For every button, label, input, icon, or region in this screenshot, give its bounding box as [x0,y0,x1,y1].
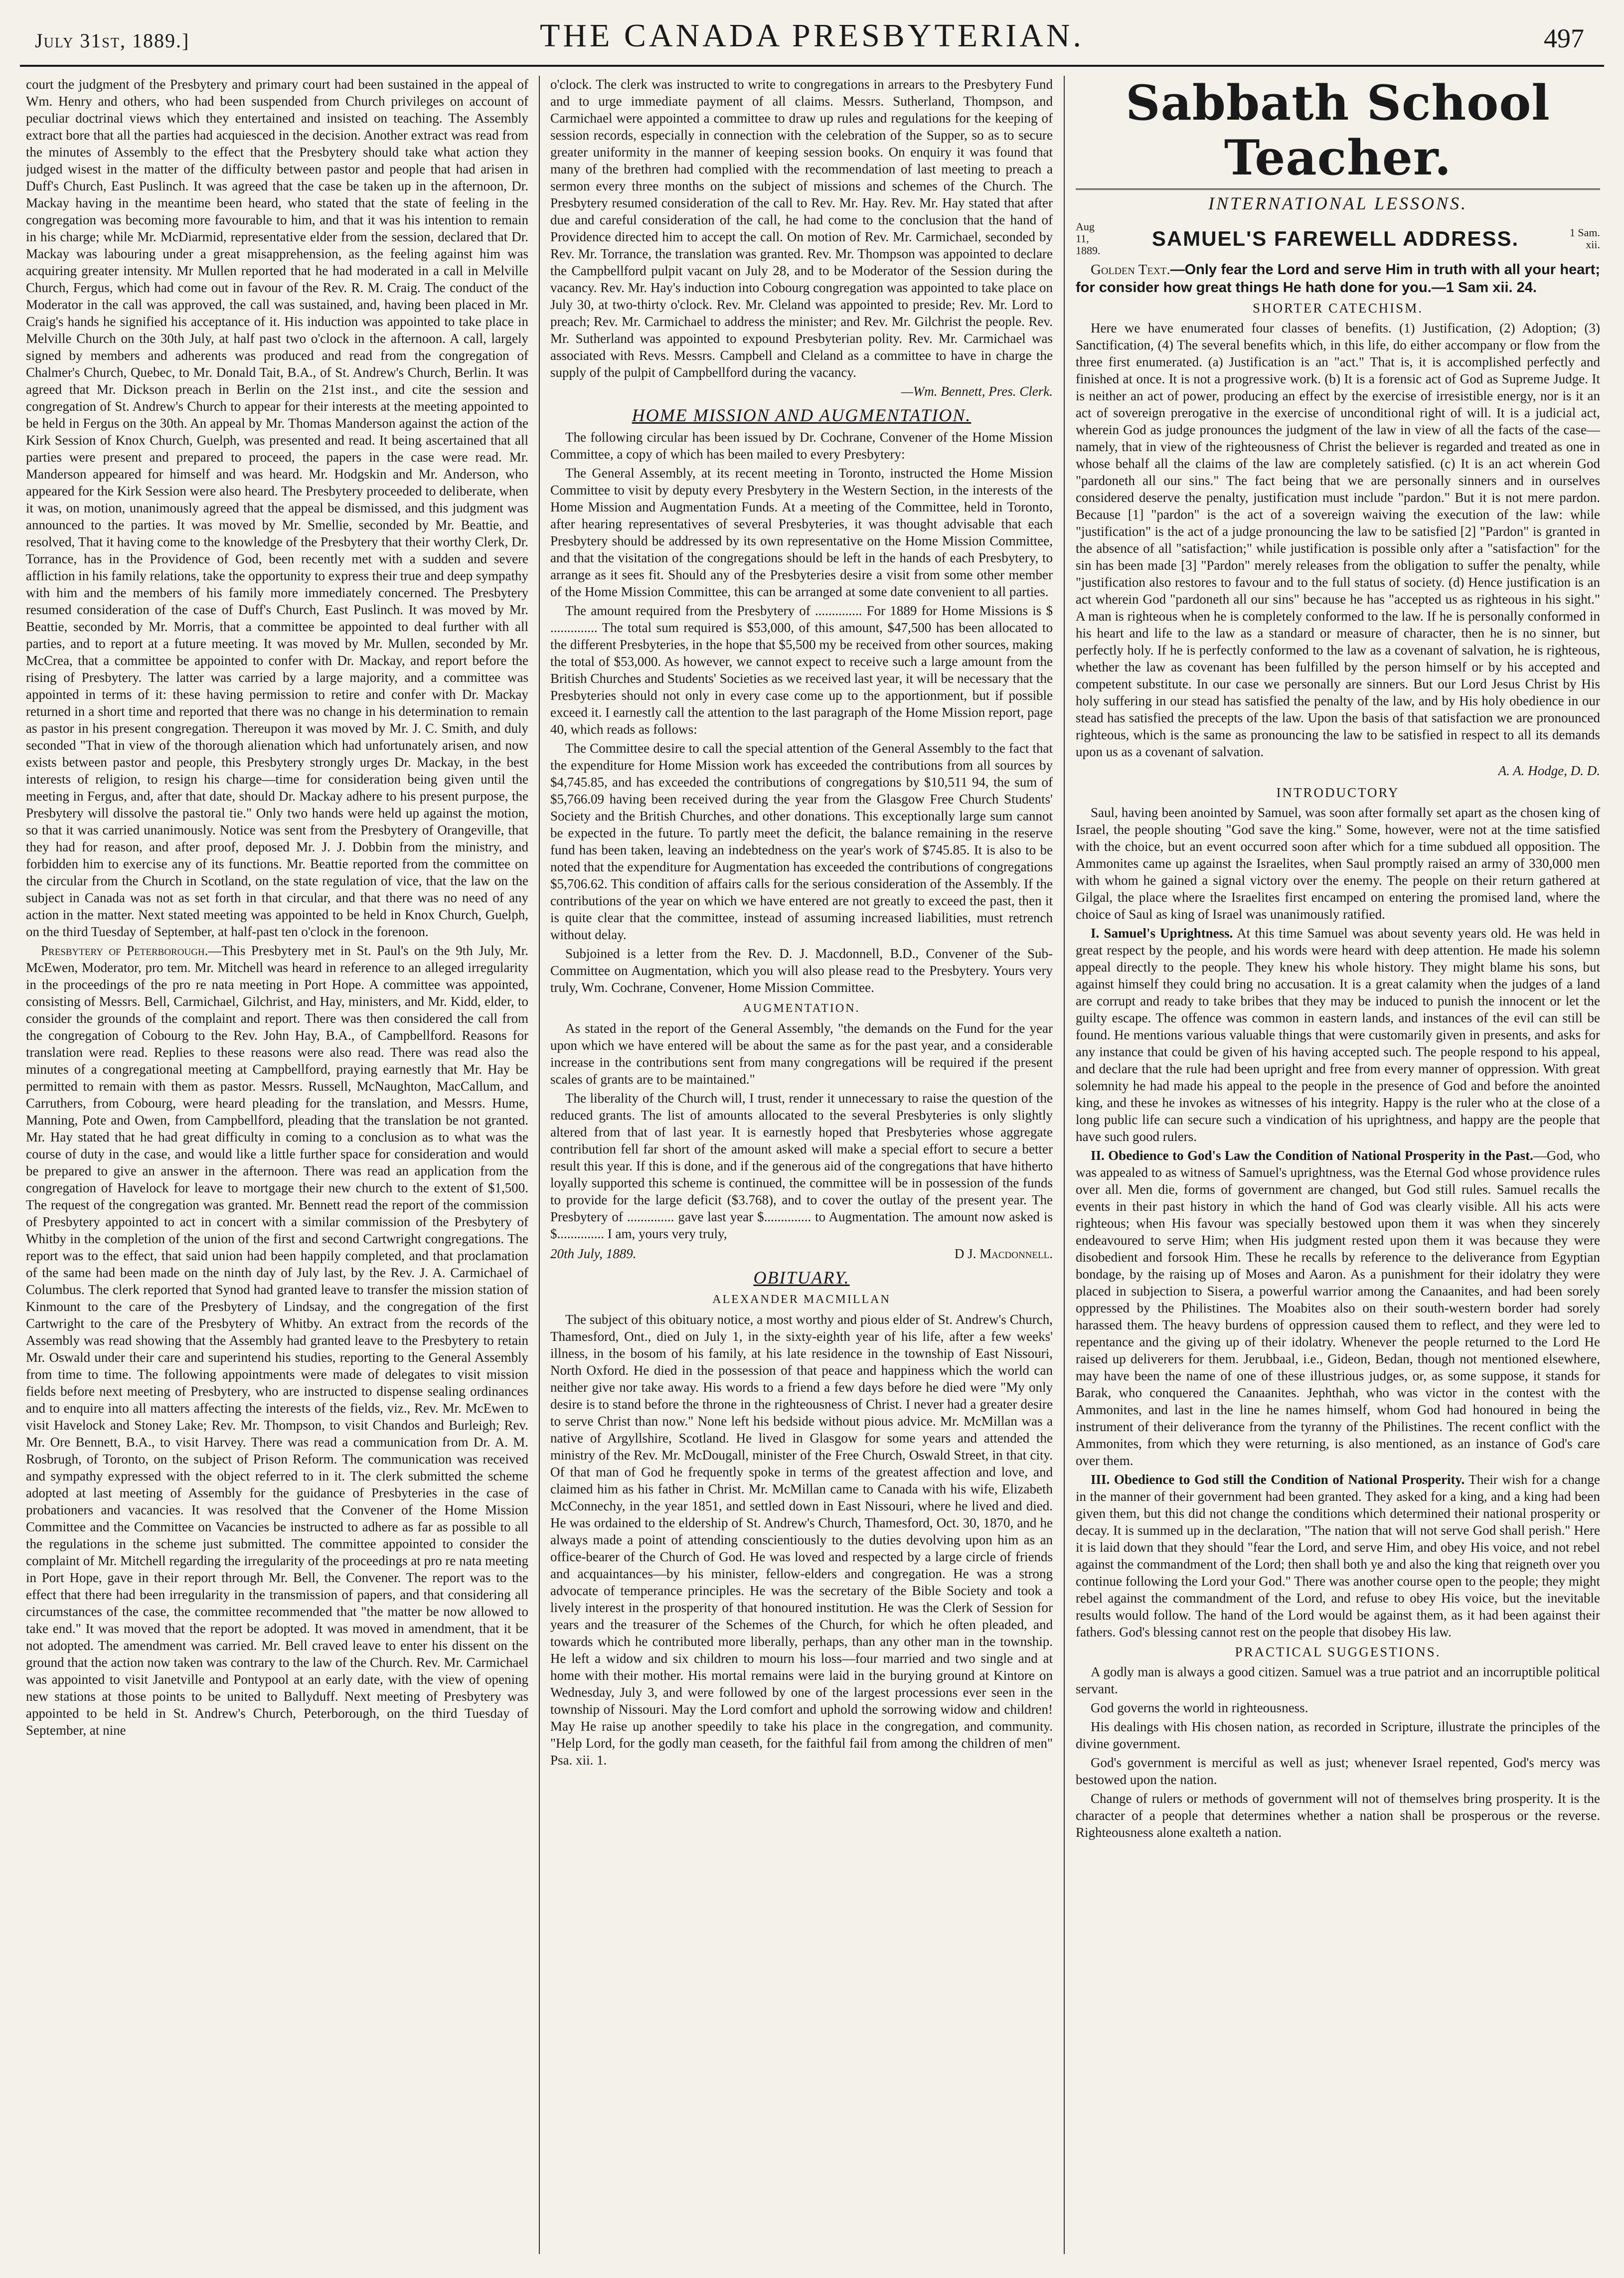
column-rule [1064,76,1065,2254]
home-mission-heading: HOME MISSION AND AUGMENTATION. [632,405,972,425]
lesson-title: SAMUEL'S FAREWELL ADDRESS. [1151,227,1519,250]
section-title: Sabbath School Teacher. [1076,76,1600,190]
column-presbytery-reports [26,76,528,2259]
obituary-name: ALEXANDER MACMILLAN [712,1293,891,1306]
masthead [20,10,1604,67]
practical-suggestions-heading: PRACTICAL SUGGESTIONS. [1235,1644,1441,1659]
international-lessons-heading: INTERNATIONAL LESSONS. [1208,193,1468,213]
peterborough-report [26,942,528,1739]
augmentation-signoff [550,1245,1053,1262]
catechism-text: Here we have enumerated four classes of benefits. (1) Justification, (2) Adoption; (3) Sanctification, (4) The several benefits which, in this life, do either accompany or flow from the three first enumerated. (a) Justification is an "act." That is, it is accomplished perfectly and finished at once. It is not a progressive work. (b) It is a forensic act of God as Supreme Judge. It is neither an act of power, producing an effect by the exercise of irresistible energy, nor is it an act of sovereign prerogative in the exercise of unconditional right of will. It is a judicial act, wherein God as judge pronounces the judgment of the law in view of all the facts of the case—namely, that in view of the righteousness of Christ the believer is regarded and treated as one in whose behalf all the claims of the law are completely satisfied. (c) It is an act wherein God "pardoneth all our sins." The fact being that we are personally sinners and in ourselves considered deserve the penalty, justification must include "pardon." But it is not mere pardon. Because [1] "pardon" is the act of a sovereign waiving the execution of the law: while "justification" is the act of a judge pronouncing the law to be satisfied [2] "Pardon" is granted in the absence of all "satisfaction;" while justification is possible only after a "satisfaction" for the sin has been made [3] "Pardon" merely releases from the obligation to suffer the penalty, while "justification also restores to favour and to the full status of society. (d) Hence justification is an act wherein God "pardoneth all our sins" because he has "accepted us as righteous in his sight." A man is righteous when he is completely conformed to the law. If he is personally conformed in his heart and life to the law as a standard or measure of character, then he is no sinner, but perfectly holy. If he is perfectly conformed to the law as a covenant of salvation, he is righteous, whether the law as covenant has been fulfilled by the person himself or by his accepted and competent substitute. In our case we personally are sinners. But our Lord Jesus Christ by His holy suffering in our stead has satisfied the penalty of the law, and by His holy obedience in our stead has satisfied the precepts of the law. Upon the basis of that satisfaction we are pronounced righteous, which is the same as pronouncing the law to be satisfied in respect to all its demands upon us as a covenant of salvation. [1076,321,1600,759]
report-text: —This Presbytery met in St. Paul's on the 9th July, Mr. McEwen, Moderator, pro tem. Mr. Mitchell was heard in reference to an alleged irregularity in the proceedings of the pro re nata meeting in Port Hope. A committee was appointed, consisting of Messrs. Bell, Carmichael, Gilchrist, and Hay, ministers, and Mr. Kidd, elder, to consider the grounds of the complaint and report. There was then considered the call from the congregation of Cobourg to the Rev. John Hay, B.A., of Campbellford. Reasons for translation were read. Replies to these reasons were also read. There was read also the minutes of a congregational meeting at Campbellford, praying earnestly that Mr. Hay be permitted to remain with them as pastor. Messrs. Russell, McNaughton, MacCallum, and Carruthers, from Cobourg, were heard pleading for the translation, and Messrs. Hume, Manning, Pote and Owen, from Campbellford, pleading that the translation be not granted. Mr. Hay stated that he had great difficulty in coming to a conclusion as to what was the course of duty in the case, and would like a little further space for consideration and would be prepared to give an answer in the afternoon. There was read an application from the congregation of Havelock for leave to mortgage their new church to the extent of $1,500. The request of the congregation was granted. Mr. Bennett read the report of the commission of Presbytery appointed to act in concert with a similar commission of the Presbytery of Whitby in the completion of the union of the first and second Cartwright congregations. The report was to the effect, that said union had been happily completed, and that proclamation of the same had been made on the ninth day of July last, by the Rev. J. A. Carmichael of Columbus. The clerk reported that Synod had granted leave to transfer the mission station of Kinmount to the care of the Presbytery of Lindsay, and the congregation of the first Cartwright to the care of the Presbytery of Whitby. An extract from the records of the Assembly was read showing that the Assembly had granted leave to the Presbytery to retain Mr. Oswald under their care and superintend his studies, reporting to the General Assembly from time to time. The following appointments were made of delegates to visit mission fields before next meeting of Presbytery, who are instructed to dispense sealing ordinances and to enquire into all matters affecting the interests of the fields, viz., Rev. Mr. McEwen to visit Havelock and Stoney Lake; Rev. Mr. Thompson, to visit Chandos and Burleigh; Rev. Mr. Ore Bennett, B.A., to visit Harvey. There was read a communication from Dr. A. M. Rosbrugh, of Toronto, on the subject of Prison Reform. The communication was received and sympathy expressed with the object referred to in it. The clerk submitted the scheme adopted at last meeting of Assembly for the guidance of Presbyteries in the case of probationers and vacancies. It was resolved that the Convener of the Home Mission Committee and the Committee on Vacancies be instructed to adhere as far as possible to all the regulations in the scheme just submitted. The committee appointed to consider the complaint of Mr. Mitchell regarding the irregularity of the proceedings at pro re nata meeting in Port Hope, gave in their report through Mr. Bell, the Convener. The report was to the effect that there had been irregularity in the transmission of papers, and that considering all circumstances of the case, the committee recommended that "the matter be now allowed to take end." It was moved that the report be adopted. It was moved in amendment, that it be not adopted. The amendment was carried. Mr. Bell craved leave to enter his dissent on the ground that the action now taken was contrary to the law of the Church. Rev. Mr. Carmichael was appointed to visit Janetville and Pontypool at an early date, with the view of opening new stations at those points to be united to Ballyduff. Next meeting of Presbytery was appointed to be held in St. Andrew's Church, Peterborough, on the third Tuesday of September, at nine [26,943,528,1738]
home-mission-paragraph: The Committee desire to call the special attention of the General Assembly to the fact that the expenditure for Home Mission work has exceeded the contributions from all sources by $4,745.85, and has exceeded the contributions of congregations by $10,511 94, the sum of $5,766.09 having been received during the year from the Glasgow Free Church Students' Society and the British Churches, and other donations. This exceptionally large sum cannot be expected in the future. To partly meet the deficit, the balance remaining in the reserve fund has been taken, leaving an indebtedness on the year's work of $745.85. It is also to be noted that the expenditure for Augmentation has exceeded the contributions of congregations $5,706.62. This condition of affairs calls for the serious consideration of the Assembly. If the contributions of the year on which we have entered are not greatly to exceed the past, then it is quite clear that the committee, instead of assuming increased liabilities, must retrench without delay. [550,741,1053,942]
home-mission-paragraph: The amount required from the Presbytery of .............. For 1889 for Home Missions is $ .............. The total sum required is $53,000, of this amount, $47,500 has been allocated to the different Presbyteries, in the hope that $5,500 my be received from other sources, making the total of $53,000. As however, we cannot expect to receive such a large amount from the British Churches and Students' Societies as we received last year, it will be necessary that the Presbyteries should not only in every case come up to the apportionment, but if possible exceed it. I earnestly call the attention to the last paragraph of the Home Mission report, page 40, which reads as follows: [550,603,1053,737]
report-lead: Presbytery of Peterborough. [41,943,208,958]
catechism-signature: A. A. Hodge, D. D. [1498,763,1600,778]
augmentation-heading: AUGMENTATION. [743,1002,860,1015]
lesson-point [1076,925,1600,1145]
home-mission-paragraph: The General Assembly, at its recent meeting in Toronto, instructed the Home Mission Committee to visit by deputy every Presbytery in the Western Section, in the interests of the Home Mission and Augmentation Funds. At a meeting of the Committee, held in Toronto, after hearing representatives of several Presbyteries, it was thought advisable that each Presbytery should be addressed by its own representative on the Home Mission Committee, and that the visitation of the congregations should be left in the hands of each Presbytery, to arrange as it sees fit. Should any of the Presbyteries desire a visit from some other member of the Home Mission Committee, this can be arranged at some date convenient to all parties. [550,466,1053,599]
golden-text-label: Golden Text. [1091,262,1170,278]
lesson-point [1076,1471,1600,1640]
introductory-text: Saul, having been anointed by Samuel, was soon after formally set apart as the chosen king of Israel, the people shouting "God save the king." Some, however, were not at the time satisfied with the choice, but an event occurred soon after which for a time subdued all opposition. The Ammonites came up against the Israelites, when Saul promptly raised an army of 330,000 men with whom he gained a signal victory over the enemy. The people on their return gathered at Gilgal, the place where the Israelites first encamped on entering the promised land, where the choice of Saul as king of Israel was unanimously ratified. [1076,805,1600,922]
column-rule [539,76,540,2254]
clerk-signature: —Wm. Bennett, Pres. Clerk. [901,384,1053,399]
lesson-point [1076,1147,1600,1469]
introductory-heading: INTRODUCTORY [1276,785,1400,800]
column-missions [550,76,1053,2259]
practical-suggestion: Change of rulers or methods of government will not of themselves bring prosperity. It is the character of a people that determines whether a nation shall be prosperous or the reverse. Righteousness alone exalteth a nation. [1076,1791,1600,1840]
column-sabbath-school [1076,76,1600,2259]
augmentation-date: 20th July, 1889. [550,1246,637,1261]
obituary-text: The subject of this obituary notice, a most worthy and pious elder of St. Andrew's Church, Thamesford, Ont., died on July 1, in the sixty-eighth year of his life, after a few weeks' illness, in the bosom of his family, at his late residence in the township of East Nissouri, North Oxford. He died in the possession of that peace and happiness which the world can neither give nor take away. His words to a friend a few days before he died were "My only desire is to stand before the throne in the righteousness of Christ. I never had a greater desire to serve Christ than now." None left his bedside without pious advice. Mr. McMillan was a native of Argyllshire, Scotland. He lived in Glasgow for some years and attended the ministry of the Rev. Mr. McDougall, minister of the Free Church, Oswald Street, in that city. Of that man of God he frequently spoke in terms of the greatest affection and love, and claimed him as his father in Christ. Mr. McMillan came to Canada with his wife, Elizabeth McConnechy, in the year 1851, and settled down in East Nissouri, where he lived and died. He was ordained to the eldership of St. Andrew's Church, Thamesford, Oct. 30, 1870, and he always made a point of attending conscientiously to the duties devolving upon him as an office-bearer of the Church of God. He was loved and respected by a large circle of friends and acquaintances—by his minister, fellow-elders and congregation. He was a strong advocate of temperance principles. He was the secretary of the Bible Society and took a lively interest in the prosperity of that honoured institution. He was the Clerk of Session for years and the treasurer of the Schemes of the Church, for which he often pleaded, and towards which he contributed more liberally, perhaps, than any other man in the township. He left a widow and six children to mourn his loss—four married and two single and at home with their mother. His mortal remains were laid in the burying ground at Kintore on Wednesday, July 3, and were followed by one of the largest processions ever seen in the township of Nissouri. May the Lord comfort and uphold the sorrowing widow and children! May He raise up another speedily to take his place in the congregation, and community. "Help Lord, for the godly man ceaseth, for the faithful fail from among the children of men" Psa. xii. 1. [550,1312,1053,1768]
augmentation-signature: D J. Macdonnell. [954,1246,1053,1261]
lesson-point-text: At this time Samuel was about seventy years old. He was held in great respect by the people, and his words were heard with deep attention. He made his solemn appeal directly to the people. They knew his whole history. They might blame his sons, but against himself they could bring no accusation. It is a great calamity when the judges of a land are corrupt and ready to take bribes that they may be induced to punish the innocent or let the guilty escape. The offence was common in eastern lands, and instances of the evil can still be found. He mentions various valuable things that were customarily given in presents, and asks for any instance that could be given of his having accepted such. The people respond to his appeal, and declare that the rule had been upright and free from every manner of oppression. With great solemnity he had made his appeal to the people in the presence of God and before the anointed king, and these he invokes as witnesses of his integrity. Happy is the ruler who at the close of a long public life can secure such a vindication of his uprightness, and happy are the people that have such good rulers. [1076,926,1600,1144]
lesson-point-text: Their wish for a change in the manner of their government had been granted. They asked for a king, and a king had been given them, but this did not change the conditions which determined their national prosperity or decay. It is summed up in the declaration, "The nation that will not serve God shall perish." Here it is laid down that they should "fear the Lord, and serve Him, and obey His voice, and not rebel against the commandment of the Lord; then shall both ye and also the king that reigneth over you continue following the Lord your God." There was another course open to the people; they might rebel against the commandment of the Lord, and refuse to obey His voice, but the inevitable results would follow. The hand of the Lord would be against them, as it had been against their fathers. God's blessing cannot rest on the people that disobey His law. [1076,1472,1600,1639]
report-paragraph: court the judgment of the Presbytery and primary court had been sustained in the appeal of Wm. Henry and others, who had been suspended from Church privileges on account of peculiar doctrinal views which they entertained and insisted on teaching. The Assembly extract bore that all the parties had acquiesced in the decision. Another extract was read from the minutes of Assembly to the effect that the Presbytery should take what action they judged wisest in the matter of the difficulty between pastor and people that had arisen in Duff's Church, East Puslinch. It was agreed that the case be taken up in the afternoon, Dr. Mackay having in the meantime been heard, who stated that the state of feeling in the congregation was becoming more favourable to him, and that it was his intention to remain in his charge; while Mr. McDiarmid, representative elder from the session, declared that Dr. Mackay was labouring under a great misapprehension, as the feeling against him was acquiring greater intensity. Mr Mullen reported that he had moderated in a call in Melville Church, Fergus, which had come out in favour of the Rev. R. M. Craig. The conduct of the Moderator in the call was approved, the call was sustained, and, having been placed in Mr. Craig's hands he signified his acceptance of it. His induction was appointed to take place in Melville Church on the 30th July, at half past two o'clock in the afternoon. A call, largely signed by members and adherents was produced and read from the congregation of Chalmer's Church, Quebec, to Mr. Donald Tait, B.A., of St. Andrew's Church, Berlin. It was agreed that Mr. Dickson preach in Berlin on the 21st inst., and cite the session and congregation of St. Andrew's Church to appear for their interests at the meeting appointed to be held in Fergus on the 30th. An appeal by Mr. Thomas Manderson against the action of the Kirk Session of Knox Church, Guelph, was presented and read. It being ascertained that all parties were present and prepared to proceed, the papers in the case were read. Mr. Manderson appeared for himself and was heard. Mr. Hodgskin and Mr. Anderson, who appeared for the Kirk Session were also heard. The Presbytery proceeded to deliberate, when it was, on motion, unanimously agreed that the appeal be dismissed, and this judgment was announced to the parties. It was moved by Mr. Smellie, seconded by Mr. Beattie, and resolved, That it having come to the knowledge of the Presbytery that their worthy Clerk, Dr. Torrance, has in the Providence of God, been recently met with a sudden and severe affliction in his family relations, take the opportunity to express their true and deep sympathy with him and the members of his family more immediately concerned. The Presbytery resumed consideration of the case of Duff's Church, East Puslinch. It was moved by Mr. Beattie, seconded by Mr. Morris, that a committee be appointed to deal further with all parties, and to report at a future meeting. It was moved by Mr. Mullen, seconded by Mr. McCrea, that a committee be appointed to confer with Dr. Mackay, and report before the rising of Presbytery. The latter was carried by a large majority, and a committee was appointed in terms of it: these having permission to retire and confer with Dr. Mackay returned in a short time and reported that there was no change in his determination to remain as pastor in his present congregation. Thereupon it was moved by Mr. J. C. Smith, and duly seconded "That in view of the thorough alienation which had unfortunately arisen, and now exists between pastor and people, this Presbytery strongly urges Dr. Mackay, in the best interests of religion, to resign his charge—time for consideration being given until the meeting in Fergus, and, after that date, should Dr. Mackay adhere to his present purpose, the Presbytery will dissolve the pastoral tie." Only two hands were held up against the motion, so that it was carried unanimously. Notice was sent from the Presbytery of Orangeville, that they had for reason, and after proof, deposed Mr. J. J. Dobbin from the ministry, and forbidden him to exercise any of its functions. Mr. Beattie reported from the committee on the circular from the Church in Scotland, on the state regulation of vice, that the law on the subject in Canada was not as set forth in that circular, and that there was no need of any action in the matter. Next stated meeting was appointed to be held in Knox Church, Guelph, on the third Tuesday of September, at half-past ten o'clock in the forenoon. [26,77,528,939]
augmentation-paragraph: The liberality of the Church will, I trust, render it unnecessary to raise the question of the reduced grants. The list of amounts allocated to the several Presbyteries is only slightly altered from that of last year. It is earnestly hoped that Presbyteries whose aggregate contribution fell far short of the amount asked will make a special effort to secure a better result this year. If this is done, and if the generous aid of the congregations that have hitherto loyally supported this scheme is continued, the committee will be in possession of the funds to provide for the large deficit ($3.768), and to cover the outlay of the present year. The Presbytery of .............. gave last year $.............. to Augmentation. The amount now asked is $.............. I am, yours very truly, [550,1091,1053,1241]
page-number: 497 [1544,23,1584,53]
golden-text [1076,261,1600,297]
practical-suggestion: God's government is merciful as well as just; whenever Israel repented, God's mercy was bestowed upon the nation. [1076,1755,1600,1787]
lesson-point-title: II. Obedience to God's Law the Condition of National Prosperity in the Past. [1091,1148,1533,1163]
obituary-heading: OBITUARY. [753,1268,850,1288]
home-mission-paragraph: The following circular has been issued by Dr. Cochrane, Convener of the Home Mission Committee, a copy of which has been mailed to every Presbytery: [550,430,1053,462]
practical-suggestion: God governs the world in righteousness. [1091,1700,1308,1715]
lesson-reference: 1 Sam. xii. [1569,226,1600,251]
newspaper-title: THE CANADA PRESBYTERIAN. [540,17,1084,54]
lesson-header [1076,221,1600,257]
practical-suggestion: A godly man is always a good citizen. Samuel was a true patriot and an incorruptible political servant. [1076,1664,1600,1696]
practical-suggestion: His dealings with His chosen nation, as recorded in Scripture, illustrate the principles of the divine government. [1076,1719,1600,1751]
lesson-point-title: III. Obedience to God still the Condition of National Prosperity. [1091,1472,1465,1487]
home-mission-paragraph: Subjoined is a letter from the Rev. D. J. Macdonnell, B.D., Convener of the Sub-Committee on Augmentation, which you will also please read to the Presbytery. Yours very truly, Wm. Cochrane, Convener, Home Mission Committee. [550,946,1053,995]
augmentation-paragraph: As stated in the report of the General Assembly, "the demands on the Fund for the year upon which we have entered will be about the same as for the past year, and a considerable increase in the contributions sent from many congregations will be required if the present scales of grants are to be maintained." [550,1021,1053,1087]
lesson-date: Aug 11, 1889. [1076,220,1101,257]
golden-text-body: —Only fear the Lord and serve Him in truth with all your heart; for consider how great things He hath done for you.—1 Sam xii. 24. [1076,262,1600,296]
lesson-point-text: —God, who was appealed to as witness of Samuel's uprightness, was the Eternal God whose providence rules over all. Men die, forms of government are changed, but God still rules. Samuel recalls the events in their past history in which the hand of God was clearly visible. All his acts were righteous; when His favour was specially bestowed upon them it was when they sincerely endeavoured to serve Him; when His judgment rested upon them it was because they were disobedient and forsook Him. These he recalls by reference to the deliverance from Egyptian bondage, by the raising up of Moses and Aaron. As a punishment for their idolatry they were placed in subjection to Sisera, a powerful warrior among the Canaanites, and had been sorely oppressed by the Philistines. The Moabites also on their south-western border had sorely harassed them. The heavy burdens of oppression caused them to reflect, and they were led to repentance and the giving up of their idolatry. Whenever the people returned to the Lord He raised up deliverers for them. Jerubbaal, i.e., Gideon, Bedan, though not mentioned elsewhere, may have been the name of one of these illustrious judges, or, as some suppose, it stands for Barak, who conquered the Canaanites. Jephthah, who was victor in the contest with the Ammonites, and last in the line he names himself, whom God had honoured in being the instrument of their deliverance from the tyranny of the Philistines. The recent conflict with the Ammonites, from which they were returning, is also mentioned, as an instance of God's care over them. [1076,1148,1600,1468]
lesson-point-title: I. Samuel's Uprightness. [1091,926,1233,941]
catechism-heading: SHORTER CATECHISM. [1253,301,1423,316]
report-continuation: o'clock. The clerk was instructed to write to congregations in arrears to the Presbytery Fund and to urge immediate payment of all claims. Messrs. Sutherland, Thompson, and Carmichael were appointed a committee to draw up rules and regulations for the keeping of session records, especially in connection with the celebration of the Supper, so as to secure greater uniformity in the manner of keeping session books. On enquiry it was found that many of the brethren had complied with the recommendation of last meeting to preach a sermon every three months on the subject of missions and schemes of the Church. The Presbytery resumed consideration of the call to Rev. Mr. Hay. Rev. Mr. Hay stated that after due and careful consideration of the call, he had come to the conclusion that the hand of Providence directed him to accept the call. On motion of Rev. Mr. Carmichael, seconded by Rev. Mr. Torrance, the translation was granted. Rev. Mr. Thompson was appointed to declare the Campbellford pulpit vacant on July 28, and to be Moderator of the Session during the vacancy. Rev. Mr. Hay's induction into Cobourg congregation was appointed to take place on July 30, at two-thirty o'clock. Rev. Mr. Cleland was appointed to preside; Rev. Mr. Lord to preach; Rev. Mr. Carmichael to address the minister; and Rev. Mr. Gilchrist the people. Rev. Mr. Sutherland was appointed to expound Presbyterian polity. Rev. Mr. Carmichael was associated with Revs. Messrs. Campbell and Cleland as a committee to have in charge the supply of the pulpit of Campbellford during the vacancy. [550,77,1053,380]
issue-date: July 31st, 1889.] [35,29,190,52]
